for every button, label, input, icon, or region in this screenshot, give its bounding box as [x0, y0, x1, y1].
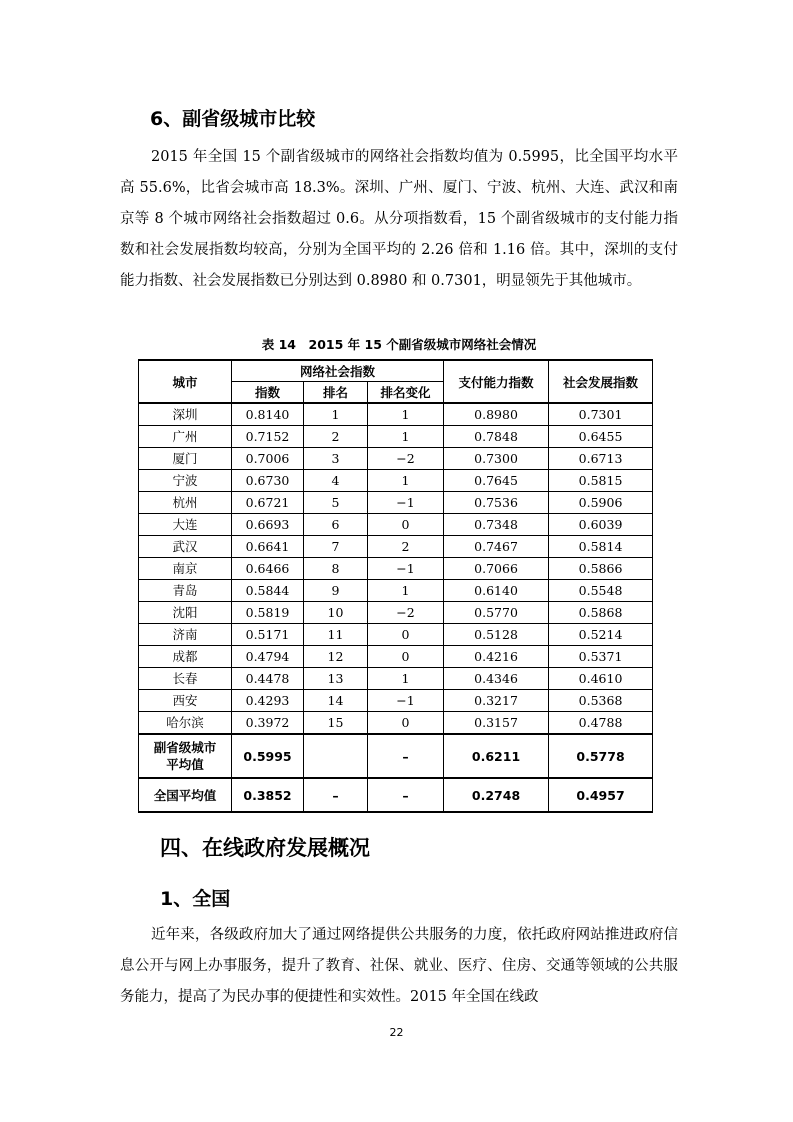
header-rank-change: 排名变化 [368, 382, 444, 404]
sub-heading-national: 1、全国 [160, 888, 231, 910]
cell-payment: 0.5770 [444, 602, 549, 624]
cell-payment: 0.7467 [444, 536, 549, 558]
cell-change: 1 [368, 403, 444, 426]
cell-social: 0.5214 [549, 624, 653, 646]
cell-social: 0.6713 [549, 448, 653, 470]
header-index: 指数 [232, 382, 304, 404]
cell-payment: 0.4346 [444, 668, 549, 690]
cell-index: 0.5171 [232, 624, 304, 646]
cell-rank: 8 [304, 558, 368, 580]
cell-payment: 0.7645 [444, 470, 549, 492]
cell-social: 0.5906 [549, 492, 653, 514]
avg-rank [304, 734, 368, 778]
table-row [139, 426, 653, 448]
table-row [139, 403, 653, 426]
cell-index: 0.6641 [232, 536, 304, 558]
cell-social: 0.4610 [549, 668, 653, 690]
cell-rank: 11 [304, 624, 368, 646]
cell-rank: 4 [304, 470, 368, 492]
cell-payment: 0.8980 [444, 403, 549, 426]
cell-index: 0.6721 [232, 492, 304, 514]
cell-index: 0.4293 [232, 690, 304, 712]
cell-city: 成都 [139, 646, 232, 668]
cell-index: 0.6730 [232, 470, 304, 492]
cell-index: 0.7152 [232, 426, 304, 448]
table-body [139, 403, 653, 812]
section-heading: 6、副省级城市比较 [150, 108, 316, 130]
cell-rank: 13 [304, 668, 368, 690]
header-city: 城市 [139, 360, 232, 403]
cell-payment: 0.7066 [444, 558, 549, 580]
cell-change: 0 [368, 712, 444, 735]
cell-city: 长春 [139, 668, 232, 690]
cell-payment: 0.7536 [444, 492, 549, 514]
cell-change: −1 [368, 492, 444, 514]
cell-city: 西安 [139, 690, 232, 712]
cell-social: 0.5368 [549, 690, 653, 712]
cell-city: 沈阳 [139, 602, 232, 624]
table-row [139, 668, 653, 690]
table-row [139, 646, 653, 668]
nat-payment: 0.2748 [444, 778, 549, 812]
table-row [139, 580, 653, 602]
cell-city: 广州 [139, 426, 232, 448]
cell-payment: 0.4216 [444, 646, 549, 668]
cell-rank: 10 [304, 602, 368, 624]
cell-social: 0.6039 [549, 514, 653, 536]
nat-rank: – [304, 778, 368, 812]
cell-change: 0 [368, 624, 444, 646]
header-network-group: 网络社会指数 [232, 360, 444, 382]
cell-payment: 0.7348 [444, 514, 549, 536]
cell-social: 0.5548 [549, 580, 653, 602]
table-row [139, 514, 653, 536]
table-row [139, 712, 653, 735]
cell-change: −2 [368, 448, 444, 470]
cell-change: −2 [368, 602, 444, 624]
table-caption: 表 14 2015 年 15 个副省级城市网络社会情况 [261, 337, 537, 352]
cell-index: 0.6466 [232, 558, 304, 580]
cell-rank: 14 [304, 690, 368, 712]
cell-index: 0.3972 [232, 712, 304, 735]
avg-label-line1: 副省级城市 [153, 740, 217, 755]
cell-social: 0.5814 [549, 536, 653, 558]
cell-social: 0.5868 [549, 602, 653, 624]
city-network-table [138, 359, 653, 813]
table-row [139, 492, 653, 514]
nat-change: – [368, 778, 444, 812]
cell-rank: 6 [304, 514, 368, 536]
avg-label-line2: 平均值 [166, 757, 204, 772]
table-row [139, 602, 653, 624]
table-row [139, 470, 653, 492]
nat-label: 全国平均值 [139, 778, 232, 812]
cell-city: 大连 [139, 514, 232, 536]
table-row [139, 448, 653, 470]
cell-city: 武汉 [139, 536, 232, 558]
sub-provincial-average-row [139, 734, 653, 778]
avg-index: 0.5995 [232, 734, 304, 778]
cell-payment: 0.6140 [444, 580, 549, 602]
cell-social: 0.5371 [549, 646, 653, 668]
cell-rank: 15 [304, 712, 368, 735]
nat-social: 0.4957 [549, 778, 653, 812]
cell-payment: 0.7300 [444, 448, 549, 470]
cell-change: 1 [368, 470, 444, 492]
cell-index: 0.4794 [232, 646, 304, 668]
table-row [139, 624, 653, 646]
cell-city: 杭州 [139, 492, 232, 514]
cell-change: 1 [368, 426, 444, 448]
cell-change: −1 [368, 690, 444, 712]
cell-payment: 0.5128 [444, 624, 549, 646]
cell-index: 0.5819 [232, 602, 304, 624]
cell-city: 宁波 [139, 470, 232, 492]
cell-city: 济南 [139, 624, 232, 646]
cell-rank: 7 [304, 536, 368, 558]
cell-rank: 3 [304, 448, 368, 470]
header-social: 社会发展指数 [549, 360, 653, 403]
cell-change: 1 [368, 580, 444, 602]
national-average-row [139, 778, 653, 812]
cell-change: 0 [368, 514, 444, 536]
avg-label [139, 734, 232, 778]
cell-change: 0 [368, 646, 444, 668]
cell-city: 哈尔滨 [139, 712, 232, 735]
cell-change: −1 [368, 558, 444, 580]
cell-social: 0.5866 [549, 558, 653, 580]
cell-change: 1 [368, 668, 444, 690]
cell-rank: 12 [304, 646, 368, 668]
cell-social: 0.6455 [549, 426, 653, 448]
cell-social: 0.5815 [549, 470, 653, 492]
cell-payment: 0.7848 [444, 426, 549, 448]
avg-change: – [368, 734, 444, 778]
table-row [139, 536, 653, 558]
table-row [139, 690, 653, 712]
header-rank: 排名 [304, 382, 368, 404]
cell-payment: 0.3157 [444, 712, 549, 735]
cell-index: 0.4478 [232, 668, 304, 690]
table-row [139, 558, 653, 580]
avg-social: 0.5778 [549, 734, 653, 778]
nat-index: 0.3852 [232, 778, 304, 812]
cell-index: 0.6693 [232, 514, 304, 536]
paragraph-intro: 2015 年全国 15 个副省级城市的网络社会指数均值为 0.5995，比全国平均水平高 55.6%，比省会城市高 18.3%。深圳、广州、厦门、宁波、杭州、大连、武汉和南京等 8 个城市网络社会指数超过 0.6。从分项指数看，15 个副省级城市的支付能力指数和社会发展指数均较高，分别为全国平均的 2.26 倍和 1.16 倍。其中，深圳的支付能力指数、社会发展指数已分别达到 0.8980 和 0.7301，明显领先于其他城市。 [120, 149, 678, 289]
cell-social: 0.7301 [549, 403, 653, 426]
cell-rank: 9 [304, 580, 368, 602]
page-number: 22 [389, 1026, 404, 1039]
cell-rank: 2 [304, 426, 368, 448]
cell-index: 0.7006 [232, 448, 304, 470]
cell-change: 2 [368, 536, 444, 558]
cell-city: 厦门 [139, 448, 232, 470]
cell-city: 青岛 [139, 580, 232, 602]
cell-payment: 0.3217 [444, 690, 549, 712]
paragraph-online-government: 近年来，各级政府加大了通过网络提供公共服务的力度，依托政府网站推进政府信息公开与网上办事服务，提升了教育、社保、就业、医疗、住房、交通等领域的公共服务能力，提高了为民办事的便捷性和实效性。2015 年全国在线政 [120, 927, 678, 1005]
cell-city: 深圳 [139, 403, 232, 426]
header-payment: 支付能力指数 [444, 360, 549, 403]
cell-index: 0.8140 [232, 403, 304, 426]
cell-social: 0.4788 [549, 712, 653, 735]
cell-rank: 5 [304, 492, 368, 514]
cell-city: 南京 [139, 558, 232, 580]
chapter-heading: 四、在线政府发展概况 [160, 836, 370, 860]
cell-rank: 1 [304, 403, 368, 426]
cell-index: 0.5844 [232, 580, 304, 602]
avg-payment: 0.6211 [444, 734, 549, 778]
